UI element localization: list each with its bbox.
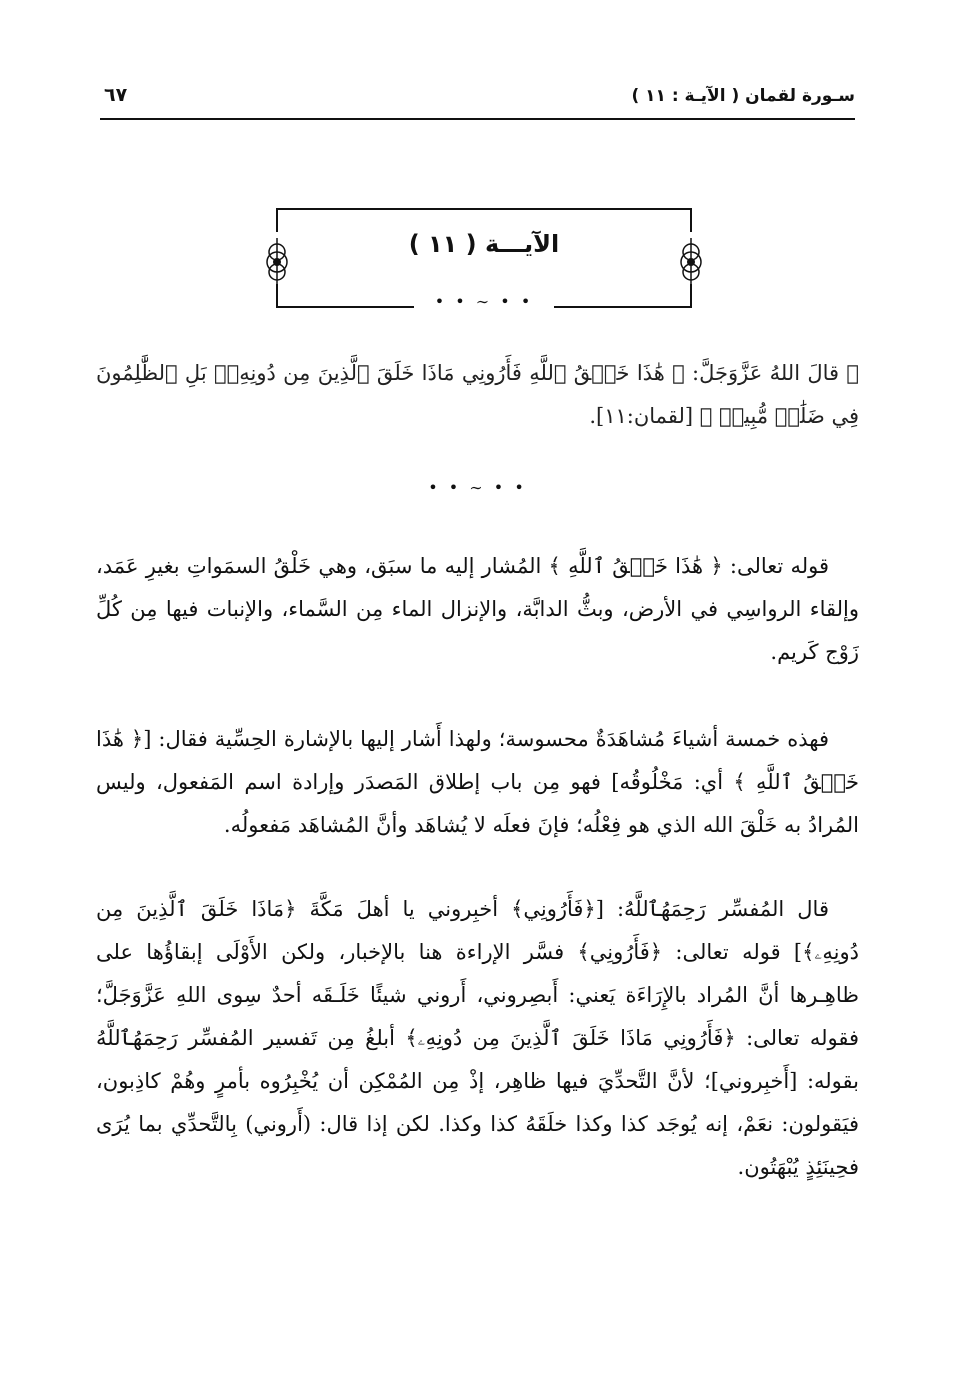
paragraph-text: فهذه خمسة أشياءَ مُشاهَدَةٌ محسوسة؛ ولهذا أَشار إليها بالإشارة الحِسِّية فقال: [﴿ هَٰذَا خَلۡقُ ٱللَّهِ ﴾ أي: مَخْلُوقُه] فهو مِن باب إطلاق المَصدَر وإرادة اسم المَفعول، وليس المُرادُ به خَلْقَ الله الذي هو فِعْلُه؛ فإنَ فعلَه لا يُشاهَد وأنَّ المُشاهَد مَفعولُه.: [96, 727, 859, 837]
running-header: [100, 78, 855, 120]
paragraph-text: قال المُفسِّر رَحِمَهُٱللَّهُ: [﴿فَأَرُونِي﴾ أخبِروني يا أهلَ مَكَّةَ ﴿مَاذَا خَلَقَ ٱلَّذِينَ مِن دُونِهِۦ﴾] قوله تعالى: ﴿فَأَرُونِي﴾ فسَّر الإراءة هنا بالإخبار، ولكن الأَوْلَى إبقاؤُها على ظاهِـرها أنَّ المُراد بالإِرَاءَة يَعني: أَبصِروني، أَروني شيئًا خَلَـقَه أحدٌ سِوى اللهِ عَزَّوَجَلَّ؛ فقوله تعالى: ﴿فَأَرُونِي مَاذَا خَلَقَ ٱلَّذِينَ مِن دُونِهِۦ﴾ أبلغُ مِن تَفسير المُفسِّر رَحِمَهُٱللَّهُ بقوله: [أَخبِروني]؛ لأنَّ التَّحدِّيَ فيها ظاهِر، إذْ مِن المُمْكِن أن يُخْبِرُوه بأمرٍ وهُمْ كاذِبون، فيَقولون: نعَمْ، إنه يُوجَد كذا وكذا خلَقَهُ كذا وكذا. لكن إذا قال: (أَروني) بِالتَّحدِّي بما يُرَى فحِينَئِذٍ يُبْهَتُون.: [96, 897, 859, 1179]
running-title: سـورة لقمان ( الآيـة : ١١ ): [631, 86, 855, 106]
commentary-paragraph: [96, 718, 859, 847]
ornament-divider: • • ∽ • •: [414, 292, 554, 311]
page-number: ٦٧: [104, 84, 128, 106]
commentary-paragraph: [96, 888, 859, 1189]
commentary-paragraph: [96, 545, 859, 674]
section-divider: • • ∽ • •: [428, 478, 527, 497]
verse-text: ۞ قالَ اللهُ عَزَّوَجَلَّ: ﴿ هَٰذَا خَلۡقُ ٱللَّهِ فَأَرُونِي مَاذَا خَلَقَ ٱلَّذِينَ مِن دُونِهِۦۚ بَلِ ٱلظَّٰلِمُونَ فِي ضَلَٰلٖ مُّبِينٖ ﴾ [لقمان:١١].: [96, 361, 859, 428]
frame-top-border: [276, 208, 692, 232]
quran-verse-paragraph: [96, 352, 859, 438]
ayah-heading: الآيـــة ( ١١ ): [408, 230, 560, 258]
ayah-title-frame: [276, 208, 692, 311]
paragraph-text: قوله تعالى: ﴿ هَٰذَا خَلۡقُ ٱللَّهِ ﴾ المُشار إليه ما سبَق، وهي خَلْقُ السمَواتِ بغيرِ عَمَد، وإلقاء الرواسِي في الأرض، وبثُّ الدابَّة، والإنزال الماء مِن السَّماء، والإنبات فيها مِن كُلِّ زَوْج كَريم.: [96, 554, 859, 664]
